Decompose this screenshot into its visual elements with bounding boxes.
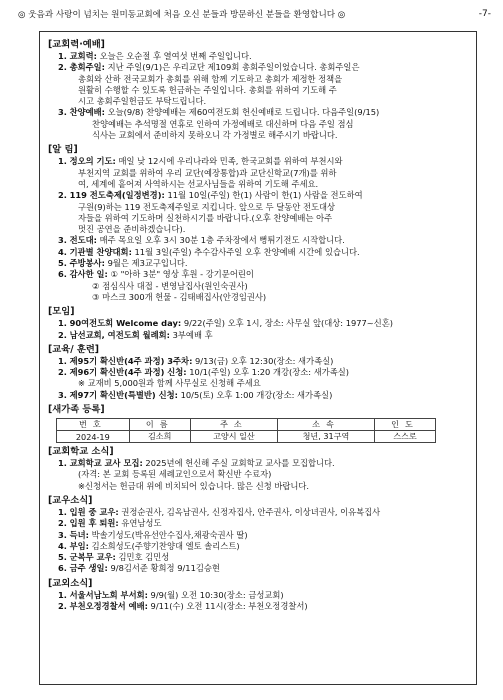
section-title: [알 림] bbox=[48, 144, 78, 156]
item-keyword: 입원 중 교우: bbox=[69, 506, 119, 517]
item-keyword: 기관별 찬양대회: bbox=[69, 246, 132, 257]
item-text: 10/1(주일) 오후 1:20 개강(장소: 새가족실) bbox=[186, 367, 349, 378]
item-number: 2. bbox=[58, 190, 67, 201]
item-text: ① "아하 3분" 영상 후원 - 강기문어린이 bbox=[107, 269, 254, 280]
announcement-line bbox=[48, 179, 468, 190]
item-text: 11월 10일(주일) 한(1) 사람이 한(1) 사람을 전도하여 bbox=[164, 190, 363, 201]
item-text: ※ 교재비 5,000원과 함께 사무실로 신청해 주세요 bbox=[78, 378, 261, 389]
item-text: 시고 총회주일헌금도 부탁드립니다. bbox=[78, 96, 207, 107]
announcement-line bbox=[48, 224, 468, 235]
section-education bbox=[48, 344, 468, 401]
item-text: 자들을 위하여 기도하며 실천하시기를 바랍니다.(오후 찬양예배는 아주 bbox=[78, 212, 333, 223]
announcement-line bbox=[48, 292, 468, 303]
item-keyword: 90여전도회 Welcome day: bbox=[69, 318, 182, 329]
item-keyword: 감사한 일: bbox=[69, 269, 108, 280]
section-title: [새가족 등록] bbox=[48, 404, 105, 416]
item-keyword: 119 전도축제(일정변경): bbox=[69, 190, 165, 201]
item-text: 구원(9)하는 119 전도축제주일로 지킵니다. 앞으로 두 달동안 전도대상 bbox=[78, 201, 336, 212]
announcement-line bbox=[48, 530, 468, 541]
registration-header-row bbox=[57, 419, 436, 431]
item-keyword: 주방봉사: bbox=[69, 258, 105, 269]
item-keyword: 교회학교 교사 모집: bbox=[69, 458, 143, 469]
announcement-line bbox=[48, 213, 468, 224]
item-text: 여, 세계에 흩어져 사역하시는 선교사님들을 위하여 기도해 주세요. bbox=[78, 178, 319, 189]
item-text: 총회와 산하 전국교회가 총회를 위해 함께 기도하고 총회가 제정한 정책을 bbox=[78, 73, 343, 84]
item-text: (자격: 본 교회 등록된 세례교인으로서 확신반 수료자) bbox=[78, 469, 272, 480]
item-number: 1. bbox=[58, 51, 67, 61]
registration-header-cell: 이름 bbox=[129, 419, 190, 431]
item-number: 1. bbox=[58, 156, 67, 167]
table-row bbox=[57, 431, 436, 443]
item-number: 1. bbox=[58, 355, 67, 366]
item-keyword: 정오의 기도: bbox=[69, 156, 116, 167]
item-text: ② 점심식사 대접 - 변영남집사(원인숙권사) bbox=[92, 280, 248, 291]
item-text: 찬양예배는 추석명절 연휴로 인하여 가정예배로 대신하며 다음 주일 점심 bbox=[92, 118, 354, 129]
announcement-line bbox=[48, 481, 468, 492]
registration-cell: 고양시 일산 bbox=[190, 431, 277, 443]
item-number: 1. bbox=[58, 458, 67, 469]
announcement-line bbox=[48, 507, 468, 518]
announcement-line bbox=[48, 62, 468, 73]
item-keyword: 금주 생일: bbox=[69, 563, 108, 574]
page-number: -7- bbox=[478, 9, 491, 19]
item-text: 매주 목요일 오후 3시 30분 1층 주차장에서 뻥튀기전도 시작합니다. bbox=[96, 235, 345, 246]
item-number: 2. bbox=[58, 367, 67, 378]
announcement-line bbox=[48, 367, 468, 378]
item-keyword: 전도대: bbox=[69, 235, 97, 246]
registration-header-cell: 주소 bbox=[190, 419, 277, 431]
item-number: 4. bbox=[58, 540, 67, 551]
announcement-line bbox=[48, 469, 468, 480]
announcement-line bbox=[48, 601, 468, 612]
registration-header-cell: 인도 bbox=[374, 419, 435, 431]
item-keyword: 부천오정경찰서 예배: bbox=[69, 600, 148, 611]
section-title: [교우소식] bbox=[48, 494, 93, 506]
item-text: 오늘은 오순절 후 열여섯 번째 주일입니다. bbox=[96, 51, 252, 61]
item-number: 4. bbox=[58, 246, 67, 257]
announcement-sections-top bbox=[48, 39, 468, 401]
item-keyword: 입원 후 퇴원: bbox=[69, 518, 119, 529]
item-number: 6. bbox=[58, 269, 67, 280]
registration-header-cell: 소속 bbox=[278, 419, 375, 431]
item-text: 9/11(수) 오전 11시(장소: 부천오정경찰서) bbox=[147, 600, 308, 611]
registration-table bbox=[56, 418, 436, 443]
section-church-school bbox=[48, 446, 468, 492]
announcement-line bbox=[48, 390, 468, 401]
announcement-line bbox=[48, 85, 468, 96]
item-number: 2. bbox=[58, 62, 67, 73]
registration-body bbox=[57, 431, 436, 443]
announcement-line bbox=[48, 330, 468, 341]
announcement-line bbox=[48, 96, 468, 107]
section-title: [교회학교 소식] bbox=[48, 446, 114, 458]
item-text: 10/5(토) 오후 1:00 개강(장소: 새가족실) bbox=[177, 389, 333, 400]
item-text: ③ 마스크 300개 헌물 - 김태배집사(안경임권사) bbox=[92, 291, 267, 302]
announcement-line bbox=[48, 552, 468, 563]
announcement-sections-bottom bbox=[48, 446, 468, 612]
announcement-line bbox=[48, 563, 468, 574]
section-meetings bbox=[48, 306, 468, 341]
item-keyword: 교회력: bbox=[69, 51, 97, 61]
announcement-line bbox=[48, 107, 468, 118]
registration-cell: 청년, 31구역 bbox=[278, 431, 375, 443]
announcement-line bbox=[48, 258, 468, 269]
section-notices bbox=[48, 144, 468, 303]
item-text: 9/22(주일) 오후 1시, 장소: 사무실 앞(대상: 1977~신혼) bbox=[181, 318, 394, 329]
item-text: 유연남성도 bbox=[118, 518, 162, 529]
item-number: 2. bbox=[58, 329, 67, 340]
item-number: 3. bbox=[58, 529, 67, 540]
announcement-line bbox=[48, 51, 468, 62]
announcement-line bbox=[48, 281, 468, 292]
section-title: [교회력·예배] bbox=[48, 39, 105, 50]
item-text: 9월은 제3교구입니다. bbox=[104, 258, 188, 269]
item-number: 2. bbox=[58, 518, 67, 529]
item-text: 권정순권사, 김옥남권사, 신정자집사, 안주권사, 이상녀권사, 이유복집사 bbox=[118, 506, 381, 517]
announcements-box bbox=[39, 31, 477, 685]
item-number: 3. bbox=[58, 389, 67, 400]
item-number: 5. bbox=[58, 552, 67, 563]
item-number: 2. bbox=[58, 600, 67, 611]
item-keyword: 남선교회, 여전도회 월례회: bbox=[69, 329, 170, 340]
announcement-line bbox=[48, 590, 468, 601]
announcement-line bbox=[48, 235, 468, 246]
announcement-line bbox=[48, 74, 468, 85]
announcement-line bbox=[48, 190, 468, 201]
announcement-line bbox=[48, 156, 468, 167]
announcement-line bbox=[48, 168, 468, 179]
announcement-line bbox=[48, 202, 468, 213]
item-text: 매일 낮 12시에 우리나라와 민족, 한국교회를 위하여 부천시와 bbox=[115, 156, 343, 167]
announcement-line bbox=[48, 458, 468, 469]
registration-section bbox=[48, 404, 468, 443]
section-title: [모임] bbox=[48, 306, 75, 318]
item-keyword: 제96기 확신반(4주 과정) 신청: bbox=[69, 367, 187, 378]
item-number: 3. bbox=[58, 107, 67, 118]
item-number: 1. bbox=[58, 506, 67, 517]
section-members bbox=[48, 495, 468, 575]
item-text: 3부예배 후 bbox=[170, 329, 213, 340]
announcement-line bbox=[48, 119, 468, 130]
item-number: 1. bbox=[58, 589, 67, 600]
welcome-banner: ◎ 웃음과 사랑이 넘치는 원미동교회에 처음 오신 분들과 방문하신 분들을 환영합니다 ◎ bbox=[18, 10, 346, 20]
item-text: 9/13(금) 오후 12:30(장소: 새가족실) bbox=[192, 355, 334, 366]
item-keyword: 찬양예배: bbox=[69, 107, 105, 118]
item-text: 9/9(월) 오전 10:30(장소: 금성교회) bbox=[147, 589, 284, 600]
item-text: 2025년에 헌신해 주실 교회학교 교사를 모집합니다. bbox=[142, 458, 335, 469]
item-number: 6. bbox=[58, 563, 67, 574]
item-text: 오늘(9/8) 찬양예배는 제60여전도회 헌신예배로 드립니다. 다음주일(9/15) bbox=[104, 107, 380, 118]
announcement-line bbox=[48, 318, 468, 329]
item-text: 식사는 교회에서 준비하지 못하오니 각 가정별로 해주시기 바랍니다. bbox=[92, 130, 338, 141]
announcement-line bbox=[48, 356, 468, 367]
item-text: 박솔기성도(박유선안수집사,채광숙권사 딸) bbox=[88, 529, 248, 540]
item-keyword: 부임: bbox=[69, 540, 89, 551]
item-text: 지난 주일(9/1)은 우리교단 제109회 총회주일이었습니다. 총회주일은 bbox=[104, 62, 360, 73]
item-keyword: 총회주일: bbox=[69, 62, 105, 73]
registration-cell: 2024-19 bbox=[57, 431, 130, 443]
item-number: 5. bbox=[58, 258, 67, 269]
section-church-calendar bbox=[48, 39, 468, 141]
announcement-line bbox=[48, 541, 468, 552]
item-text: 9/8김서준 황희정 9/11김승현 bbox=[107, 563, 220, 574]
item-text: 멋진 공연을 준비하겠습니다). bbox=[78, 224, 186, 235]
registration-cell: 스스로 bbox=[374, 431, 435, 443]
section-title: [교외소식] bbox=[48, 577, 93, 589]
registration-cell: 김소희 bbox=[129, 431, 190, 443]
announcement-line bbox=[48, 378, 468, 389]
item-text: 부천지역 교회를 위하여 우리 교단(예장통합)과 교단신학교(7개)를 위하 bbox=[78, 167, 337, 178]
section-region bbox=[48, 578, 468, 613]
item-keyword: 서울서남노회 부서회: bbox=[69, 589, 148, 600]
item-text: 원활히 수행할 수 있도록 헌금하는 주일입니다. 총회를 위하여 기도해 주 bbox=[78, 84, 337, 95]
item-keyword: 군복무 교우: bbox=[69, 552, 116, 563]
announcement-line bbox=[48, 518, 468, 529]
item-keyword: 득녀: bbox=[69, 529, 89, 540]
item-number: 3. bbox=[58, 235, 67, 246]
item-number: 1. bbox=[58, 318, 67, 329]
item-text: ※신청서는 헌금대 위에 비치되어 있습니다. 많은 신청 바랍니다. bbox=[78, 480, 310, 491]
registration-header-cell: 번호 bbox=[57, 419, 130, 431]
item-keyword: 제97기 확신반(특별반) 신청: bbox=[69, 389, 178, 400]
announcement-line bbox=[48, 269, 468, 280]
section-title: [교육/ 훈련] bbox=[48, 343, 100, 355]
item-keyword: 제95기 확신반(4주 과정) 3주차: bbox=[69, 355, 193, 366]
announcement-line bbox=[48, 130, 468, 141]
page-header bbox=[18, 6, 491, 22]
item-text: 11월 3일(주일) 추수감사주일 오후 찬양예배 시간에 있습니다. bbox=[131, 246, 360, 257]
announcement-line bbox=[48, 247, 468, 258]
item-text: 김민호 김민성 bbox=[115, 552, 170, 563]
item-text: 김소희성도(주향기찬양대 엘토 솔리스트) bbox=[88, 540, 240, 551]
